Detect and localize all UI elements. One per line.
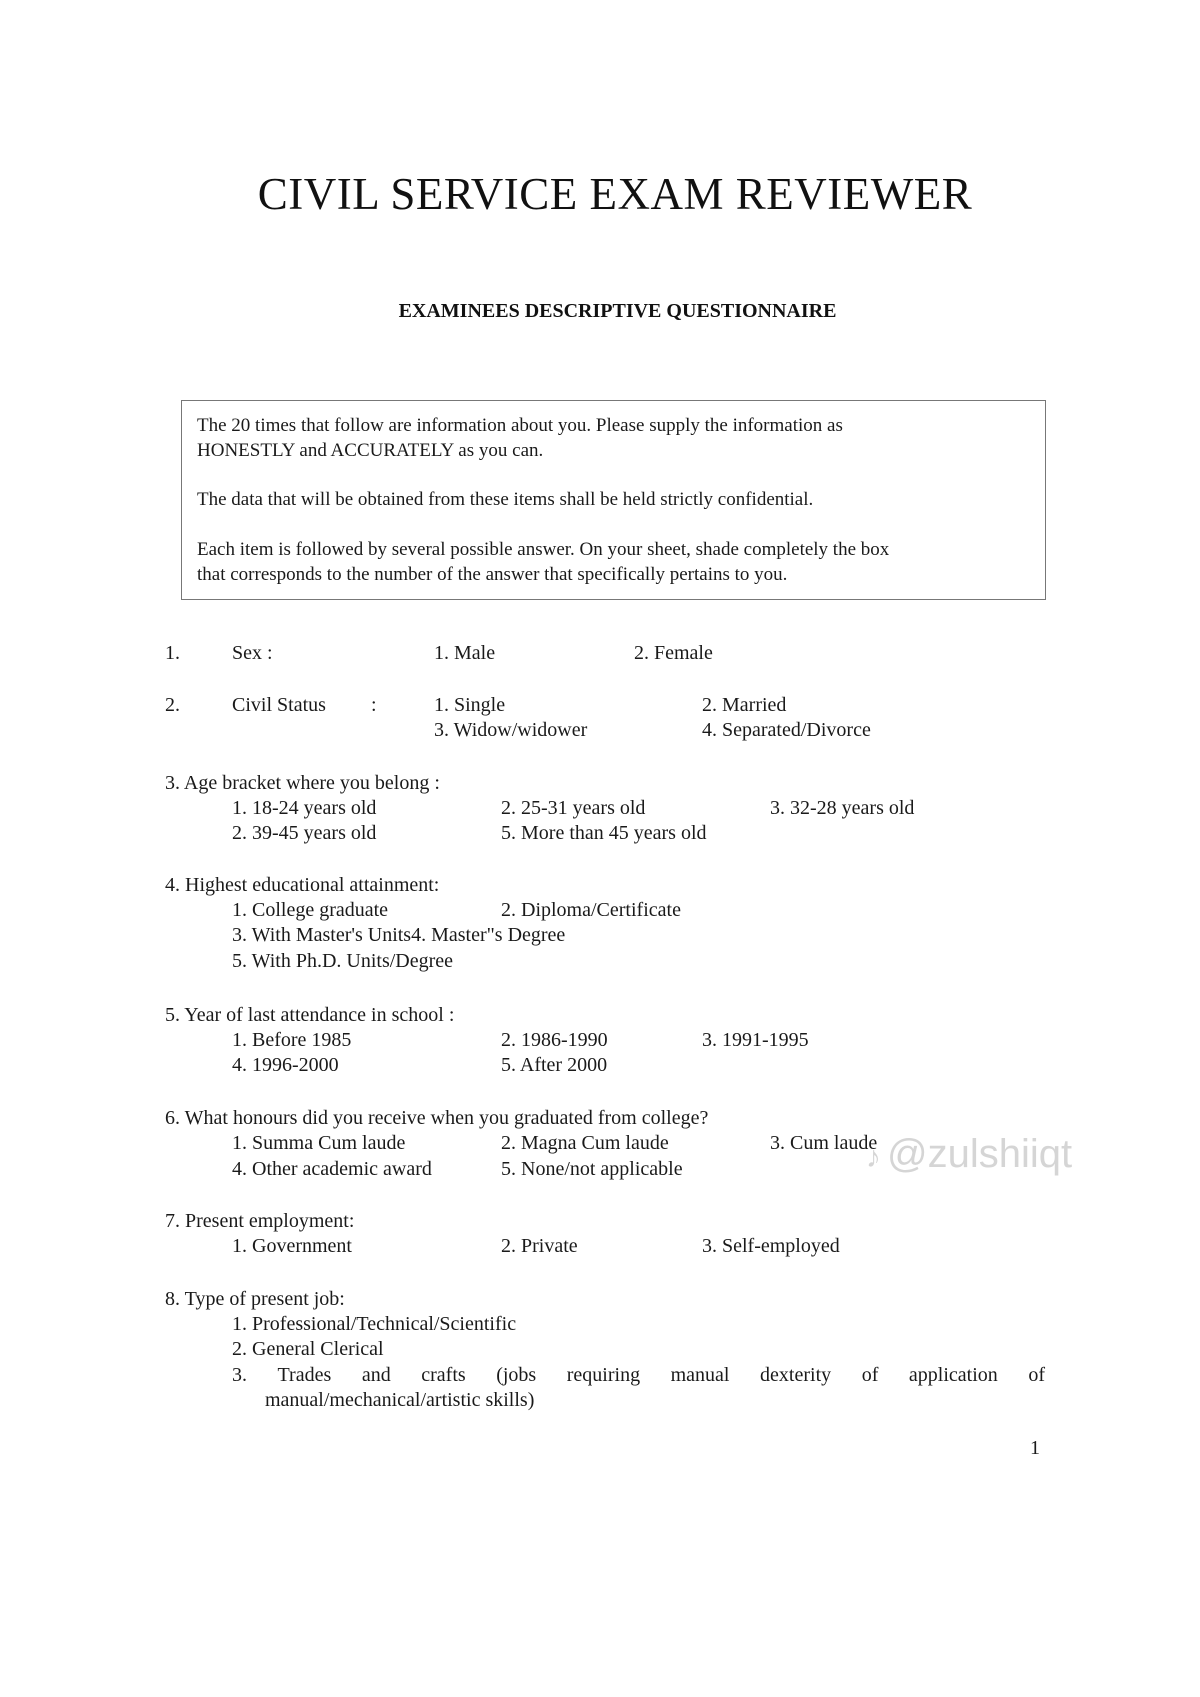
answer-option: 3. 1991-1995 bbox=[702, 1029, 809, 1051]
instructions-line: The data that will be obtained from these items shall be held strictly confidential. bbox=[197, 489, 814, 510]
answer-option-3 bbox=[232, 1364, 1045, 1387]
question-label: Civil Status bbox=[232, 694, 326, 716]
watermark bbox=[866, 1132, 1072, 1177]
watermark-handle: @zulshiiqt bbox=[887, 1132, 1073, 1176]
answer-option: 2. Magna Cum laude bbox=[501, 1132, 669, 1154]
answer-option: 1. 18-24 years old bbox=[232, 797, 377, 819]
question-number: 1. bbox=[165, 642, 180, 664]
answer-word: of bbox=[861, 1364, 879, 1386]
answer-option: 2. Diploma/Certificate bbox=[501, 899, 681, 921]
answer-option: 1. Male bbox=[434, 642, 496, 664]
tiktok-logo-icon: ♪ bbox=[866, 1141, 881, 1174]
page-number: 1 bbox=[1030, 1437, 1040, 1459]
instructions-line: HONESTLY and ACCURATELY as you can. bbox=[197, 440, 544, 461]
answer-option: 2. 39-45 years old bbox=[232, 822, 377, 844]
answer-option: 3. Self-employed bbox=[702, 1235, 840, 1257]
instructions-line: The 20 times that follow are information about you. Please supply the information as bbox=[197, 415, 843, 436]
answer-option: 2. 25-31 years old bbox=[501, 797, 646, 819]
question-label: 3. Age bracket where you belong : bbox=[165, 772, 440, 794]
question-number: 2. bbox=[165, 694, 180, 716]
answer-option: 3. Widow/widower bbox=[434, 719, 588, 741]
answer-option: 2. Female bbox=[634, 642, 713, 664]
answer-option: 4. Separated/Divorce bbox=[702, 719, 871, 741]
question-label: 5. Year of last attendance in school : bbox=[165, 1004, 455, 1026]
answer-option: 1. Professional/Technical/Scientific bbox=[232, 1313, 517, 1335]
answer-word: of bbox=[1028, 1364, 1045, 1386]
answer-option: 5. After 2000 bbox=[501, 1054, 608, 1076]
answer-word: application bbox=[908, 1364, 998, 1386]
answer-word: manual bbox=[670, 1364, 730, 1386]
question-label: 8. Type of present job: bbox=[165, 1288, 345, 1310]
question-label: Sex : bbox=[232, 642, 273, 664]
answer-option: 2. General Clerical bbox=[232, 1338, 384, 1360]
answer-option: 5. More than 45 years old bbox=[501, 822, 707, 844]
answer-option: 3. Cum laude bbox=[770, 1132, 878, 1154]
answer-option: 3. With Master's Units4. Master"s Degree bbox=[232, 924, 566, 946]
answer-option: 1. College graduate bbox=[232, 899, 389, 921]
answer-word: dexterity bbox=[760, 1364, 832, 1386]
question-label: 4. Highest educational attainment: bbox=[165, 874, 440, 896]
instructions-box bbox=[181, 400, 1046, 600]
answer-option: 1. Government bbox=[232, 1235, 352, 1257]
question-colon: : bbox=[371, 694, 377, 716]
answer-word: crafts bbox=[421, 1364, 466, 1386]
answer-word: requiring bbox=[566, 1364, 641, 1386]
answer-option: 1. Summa Cum laude bbox=[232, 1132, 406, 1154]
answer-option: 5. None/not applicable bbox=[501, 1158, 683, 1180]
answer-option: 2. Married bbox=[702, 694, 787, 716]
answer-word: and bbox=[361, 1364, 391, 1386]
answer-option: 3. 32-28 years old bbox=[770, 797, 915, 819]
answer-option: 5. With Ph.D. Units/Degree bbox=[232, 950, 454, 972]
answer-option: 1. Single bbox=[434, 694, 506, 716]
question-label: 7. Present employment: bbox=[165, 1210, 355, 1232]
answer-option: 2. 1986-1990 bbox=[501, 1029, 608, 1051]
question-label: 6. What honours did you receive when you graduated from college? bbox=[165, 1107, 709, 1129]
answer-option: 4. 1996-2000 bbox=[232, 1054, 339, 1076]
answer-option: 4. Other academic award bbox=[232, 1158, 432, 1180]
answer-word: Trades bbox=[277, 1364, 332, 1386]
answer-option: 2. Private bbox=[501, 1235, 578, 1257]
answer-word: (jobs bbox=[496, 1364, 537, 1386]
answer-option: 1. Before 1985 bbox=[232, 1029, 352, 1051]
answer-option-continuation: manual/mechanical/artistic skills) bbox=[265, 1389, 535, 1411]
page-subtitle: EXAMINEES DESCRIPTIVE QUESTIONNAIRE bbox=[398, 300, 837, 322]
answer-word: 3. bbox=[232, 1364, 247, 1386]
instructions-line: Each item is followed by several possible answer. On your sheet, shade completely the box bbox=[197, 539, 890, 560]
instructions-line: that corresponds to the number of the answer that specifically pertains to you. bbox=[197, 564, 788, 585]
page-title: CIVIL SERVICE EXAM REVIEWER bbox=[257, 169, 973, 219]
